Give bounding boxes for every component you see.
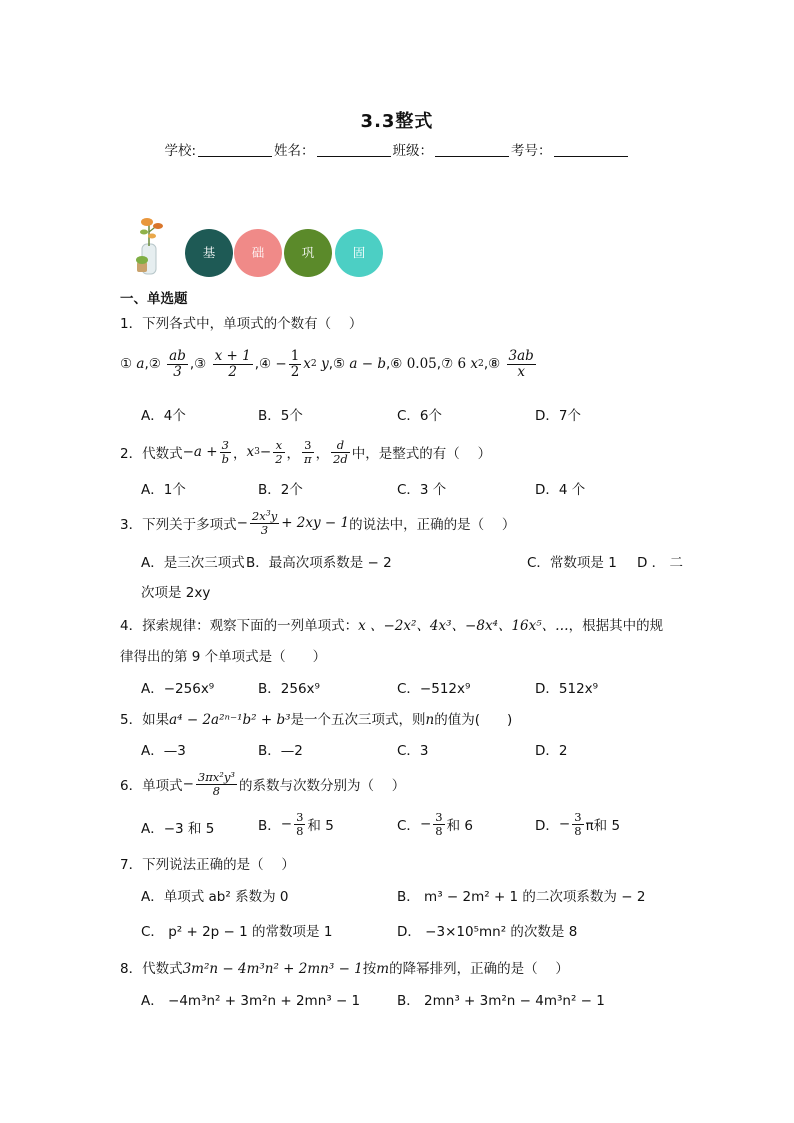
badge-gu <box>335 229 383 277</box>
frac-num: 3ab <box>508 348 534 365</box>
q4-option-d[interactable]: D．512x⁹ <box>535 681 599 697</box>
q1-option-d[interactable]: D．7个 <box>535 408 581 424</box>
frac-num-y: y <box>270 509 278 524</box>
q3-option-d[interactable]: D ． 二 <box>637 555 683 571</box>
q5-option-b[interactable]: B．—2 <box>258 743 303 759</box>
option-letter: C． <box>397 818 420 834</box>
frac-den: 2d <box>333 451 348 466</box>
q1-six: 6 <box>457 356 467 372</box>
q1-x: x <box>303 356 311 372</box>
badge-gu-label: 固 <box>352 245 366 260</box>
q3-stem <box>120 504 515 542</box>
q1-decimal: 0.05 <box>406 356 437 372</box>
q4-stem <box>120 614 663 634</box>
frac-num: ab <box>169 348 186 365</box>
q1-item-marker: ⑥ <box>390 356 403 372</box>
q2-minus: − <box>259 444 272 460</box>
section-heading: 一、单选题 <box>120 291 188 307</box>
q5-prefix: 5．如果 <box>120 712 170 728</box>
frac-num: 1 <box>290 348 300 365</box>
frac-num: 3 <box>302 439 314 452</box>
class-label: 班级： <box>392 143 434 159</box>
name-blank[interactable] <box>317 144 391 157</box>
frac-num: 3 <box>296 810 304 825</box>
q4-mid: ，根据其中的规 <box>568 618 664 634</box>
q4-option-a[interactable]: A．−256x⁹ <box>141 681 215 697</box>
q1-option-b[interactable]: B．5个 <box>258 408 303 424</box>
frac-den: b <box>221 451 229 466</box>
q1-item-marker: ① <box>120 356 133 372</box>
frac-den: 2 <box>228 363 237 380</box>
q6-minus: − <box>182 776 194 792</box>
q2-frac-x-2 <box>273 439 284 464</box>
frac-den: 3 <box>173 363 182 380</box>
q8-expression: 3m²n − 4m³n² + 2mn³ − 1 <box>182 961 363 977</box>
q4-option-c[interactable]: C．−512x⁹ <box>397 681 471 697</box>
q3-suffix: 的说法中，正确的是（ ） <box>349 517 516 533</box>
badge-gong-label: 巩 <box>301 245 315 260</box>
q2-option-c[interactable]: C．3 个 <box>397 482 447 498</box>
q8-prefix: 8．代数式 <box>120 961 183 977</box>
option-minus: − <box>558 816 571 832</box>
q3-minus: − <box>236 515 248 531</box>
q3-frac: $\frac{2x^3y}{3}$ <box>251 509 278 537</box>
q1-option-a[interactable]: A．4个 <box>141 408 186 424</box>
option-frac <box>433 811 444 836</box>
q8-suffix: 的降幂排列，正确的是（ ） <box>389 961 569 977</box>
q3-option-c[interactable]: C．常数项是 1 <box>527 555 617 571</box>
name-label: 姓名： <box>274 143 315 159</box>
q6-option-a[interactable]: A．−3 和 5 <box>141 821 215 837</box>
q2-expr-2: x <box>246 444 255 460</box>
q2-expr-1: −a + <box>182 444 218 460</box>
q2-sep: ， <box>315 446 330 462</box>
q2-frac-d-2d <box>331 439 350 464</box>
q4-prefix: 4．探索规律：观察下面的一列单项式： <box>120 618 359 634</box>
q8-stem <box>120 957 569 977</box>
option-tail: 和 6 <box>446 818 473 834</box>
q2-frac-3-pi <box>302 439 314 464</box>
option-minus: − <box>280 816 293 832</box>
q6-option-d[interactable] <box>535 808 620 840</box>
q2-sep: ， <box>286 446 301 462</box>
q2-stem: 2．代数式 −a + $\frac{3}{b}$ ， x 3 − $\frac{x}{2}$ ， $\frac{3}{\pi}$ ， $\frac{d}{2d}$ 中，是整式的有（ ） <box>120 438 492 466</box>
q1-frac-x1-2 <box>213 349 253 378</box>
frac-den: 2 <box>290 363 300 380</box>
q1-x-sq: x <box>470 356 478 372</box>
q3-rest: + 2xy − 1 <box>281 515 350 531</box>
q2-option-b[interactable]: B．2个 <box>258 482 303 498</box>
option-tail: π和 5 <box>585 818 621 834</box>
q6-suffix: 的系数与次数分别为（ ） <box>238 778 406 794</box>
q2-sep: ， <box>232 446 247 462</box>
option-minus: − <box>419 816 432 832</box>
q1-expressions: ① a , ② $\frac{ab}{3}$ , ③ $\frac{x + 1}{2}$ , ④ − $\frac{1}{2}$ x 2 y , ⑤ a − b , ⑥ 0.05 , ⑦ 6 x 2 , ⑧ $\frac{3ab}{x}$ <box>120 348 534 380</box>
q7-option-a[interactable]: A．单项式 ab² 系数为 0 <box>141 889 289 905</box>
frac-num: 3 <box>220 439 231 452</box>
frac-num: x + 1 <box>214 348 251 365</box>
q5-suffix: 的值为( ) <box>434 712 513 728</box>
frac-den: 3 <box>260 522 269 537</box>
q6-option-b[interactable] <box>258 808 334 840</box>
frac-den: x <box>517 363 525 380</box>
frac-den: 8 <box>212 783 221 798</box>
q6-stem <box>120 765 405 803</box>
q1-a-minus-b: a − b <box>349 356 386 372</box>
q5-stem <box>120 708 512 728</box>
badge-ji-label: 基 <box>202 245 216 260</box>
q1-item-marker: ② <box>148 356 161 372</box>
option-frac <box>294 811 305 836</box>
frac-num: 3πx²y³ <box>197 770 235 785</box>
page-title: 3.3整式 <box>360 111 434 132</box>
frac-num: 3 <box>435 810 443 825</box>
q1-frac-1-2 <box>289 349 302 378</box>
frac-num: x <box>273 439 284 452</box>
option-letter: B． <box>258 818 281 834</box>
frac-den: 2 <box>275 451 283 466</box>
q5-expression: a⁴ − 2a²ⁿ⁻¹b² + b³ <box>169 712 291 728</box>
q1-frac-ab-3 <box>167 349 188 378</box>
exam-no-label: 考号： <box>511 143 552 159</box>
q1-item-marker: ⑦ <box>441 356 454 372</box>
frac-den: 8 <box>435 823 443 838</box>
q1-item-marker: ⑤ <box>333 356 346 372</box>
class-blank[interactable] <box>435 144 509 157</box>
q8-option-a[interactable]: A． −4m³n² + 3m²n + 2mn³ − 1 <box>141 993 361 1009</box>
option-letter: D． <box>535 818 559 834</box>
q5-variable: n <box>425 712 435 728</box>
q4-sequence: x 、−2x²、4x³、−8x⁴、16x⁵、… <box>358 618 569 634</box>
student-info-line <box>0 139 794 159</box>
q7-option-b[interactable]: B． m³ − 2m² + 1 的二次项系数为 − 2 <box>397 889 646 905</box>
q1-minus: − <box>275 356 287 372</box>
q7-option-c[interactable]: C． p² + 2p − 1 的常数项是 1 <box>141 924 333 940</box>
q3-option-b[interactable]: B．最高次项系数是 − 2 <box>246 555 392 571</box>
q1-item-marker: ③ <box>194 356 207 372</box>
q8-option-b[interactable]: B． 2mn³ + 3m²n − 4m³n² − 1 <box>397 993 605 1009</box>
q2-suffix: 中，是整式的有（ ） <box>351 446 492 462</box>
q5-option-d[interactable]: D．2 <box>535 743 568 759</box>
badge-chu <box>234 229 282 277</box>
q1-y: y <box>321 356 329 372</box>
frac-den: π <box>304 451 312 466</box>
badge-gong <box>284 229 332 277</box>
q1-stem: 1．下列各式中，单项式的个数有（ ） <box>120 316 363 332</box>
q5-option-a[interactable]: A．—3 <box>141 743 186 759</box>
option-tail: 和 5 <box>307 818 334 834</box>
q1-item-a: a <box>136 356 145 372</box>
q1-option-c[interactable]: C．6个 <box>397 408 443 424</box>
q7-stem: 7．下列说法正确的是（ ） <box>120 857 295 873</box>
q4-stem-line2: 律得出的第 9 个单项式是（ ） <box>120 649 327 665</box>
q3-option-a[interactable]: A．是三次三项式 <box>141 555 245 571</box>
q5-mid: 是一个五次三项式，则 <box>290 712 426 728</box>
q7-option-d[interactable]: D． −3×10⁵mn² 的次数是 8 <box>397 924 578 940</box>
frac-num: 3 <box>574 810 582 825</box>
q6-frac <box>196 771 237 796</box>
q1-frac-3ab-x <box>507 349 536 378</box>
option-frac <box>572 811 583 836</box>
frac-num: d <box>331 439 350 452</box>
q8-variable: m <box>376 961 390 977</box>
q2-option-a[interactable]: A．1个 <box>141 482 186 498</box>
q8-mid: 按 <box>362 961 377 977</box>
q6-prefix: 6．单项式 <box>120 778 183 794</box>
q3-option-d-continued: 次项是 2xy <box>141 585 211 601</box>
q2-option-d[interactable]: D．4 个 <box>535 482 586 498</box>
exam-no-blank[interactable] <box>554 144 628 157</box>
q2-prefix: 2．代数式 <box>120 446 183 462</box>
q4-option-b[interactable]: B．256x⁹ <box>258 681 320 697</box>
school-blank[interactable] <box>198 144 272 157</box>
q6-option-c[interactable] <box>397 808 473 840</box>
frac-den: 8 <box>574 823 582 838</box>
q2-frac-3-b <box>220 439 231 464</box>
frac-num: 2x <box>251 509 266 524</box>
frac-den: 8 <box>296 823 304 838</box>
q1-item-marker: ④ <box>258 356 272 372</box>
q1-item-marker: ⑧ <box>488 356 501 372</box>
q5-option-c[interactable]: C．3 <box>397 743 429 759</box>
school-label: 学校: <box>164 143 197 159</box>
plant-vase-icon <box>134 214 174 276</box>
badge-ji <box>185 229 233 277</box>
badge-chu-label: 础 <box>251 245 265 260</box>
q3-prefix: 3．下列关于多项式 <box>120 517 237 533</box>
